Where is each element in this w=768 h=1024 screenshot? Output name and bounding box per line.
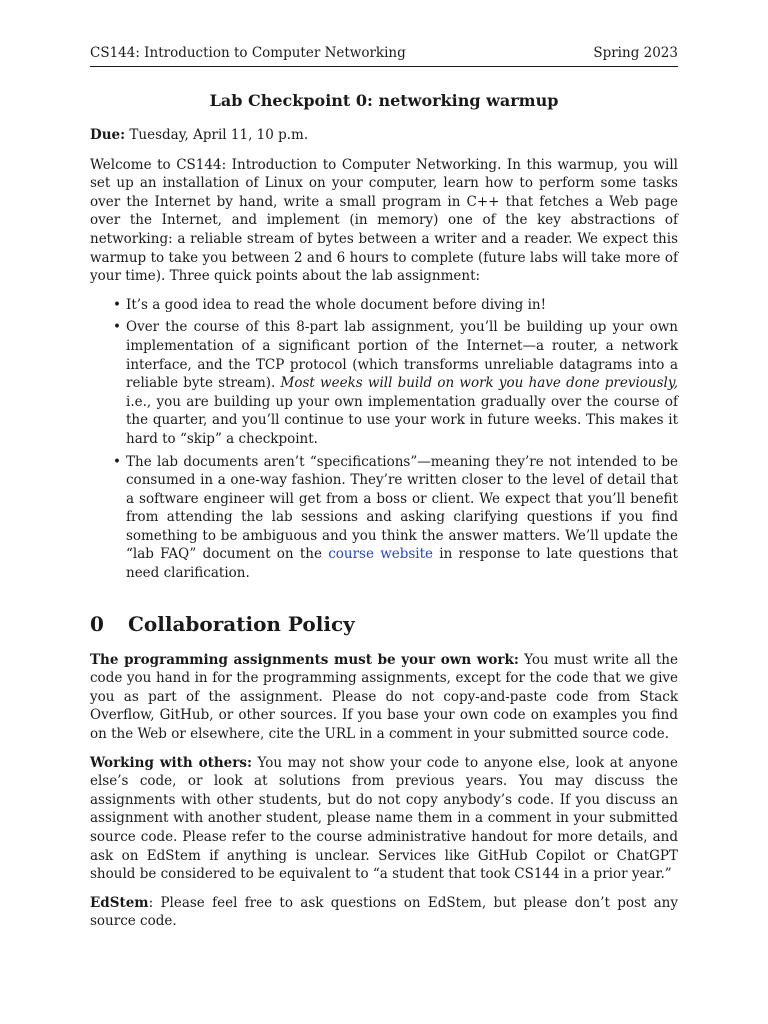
list-item <box>113 318 678 448</box>
policy-edstem <box>90 894 678 931</box>
bullet-2-text: Over the course of this 8-part lab assignment, you’ll be building up your own implementation of a significant portion of the Internet—a router, a network interface, and the TCP protocol (which transforms unreliable datagrams into a reliable byte stream). <box>126 319 678 392</box>
bullet-icon: • <box>113 453 121 470</box>
bullet-1-text: It’s a good idea to read the whole document before diving in! <box>126 296 547 313</box>
intro-paragraph: Welcome to CS144: Introduction to Computer Networking. In this warmup, you will set up an installation of Linux on your computer, learn how to perform some tasks over the Internet by hand, write a small program in C++ that fetches a Web page over the Internet, and implement (in memory) one of the key abstractions of networking: a reliable stream of bytes between a writer and a reader. We expect this warmup to take you between 2 and 6 hours to complete (future labs will take more of your time). Three quick points about the lab assignment: <box>90 156 678 285</box>
policy-working-with-others <box>90 754 678 884</box>
running-header <box>90 44 678 62</box>
due-label: Due: <box>90 127 126 143</box>
header-course: CS144: Introduction to Computer Networking <box>90 45 406 61</box>
bullet-3-text: The lab documents aren’t “specifications”—meaning they’re not intended to be consumed in a one-way fashion. They’re written closer to the level of detail that a software engineer will get from a boss or client. We expect that you’ll benefit from attending the lab sessions and asking clarifying questions if you find something to be ambiguous and you think the answer matters. We’ll update the “lab FAQ” document on the <box>126 453 678 563</box>
due-value: Tuesday, April 11, 10 p.m. <box>125 127 309 143</box>
policy-others-label: Working with others: <box>90 754 252 771</box>
section-title: Collaboration Policy <box>128 611 355 636</box>
bullet-icon: • <box>113 296 121 313</box>
bullet-2-text-end: i.e., you are building up your own implementation gradually over the course of the quarter, and you’ll continue to use your work in future weeks. This makes it hard to “skip” a checkpoint. <box>126 393 678 447</box>
points-list <box>90 296 678 583</box>
section-heading <box>90 611 678 637</box>
section-number: 0 <box>90 611 104 636</box>
bullet-icon: • <box>113 319 121 336</box>
document-title: Lab Checkpoint 0: networking warmup <box>209 91 559 110</box>
list-item <box>113 453 678 583</box>
policy-own-work-text: You must write all the code you hand in for the programming assignments, except for the code that we give you as part of the assignment. Please do not copy-and-paste code from Stack Overflow, GitHub, or other sources. If you base your own code on examples you find on the Web or elsewhere, cite the URL in a comment in your submitted source code. <box>90 651 678 743</box>
list-item <box>113 296 678 315</box>
header-rule <box>90 66 678 67</box>
policy-own-work <box>90 651 678 744</box>
policy-others-text: You may not show your code to anyone else, look at anyone else’s code, or look at solutions from previous years. You may discuss the assignments with other students, but do not copy anybody’s code. If you discuss an assignment with another student, please name them in a comment in your submitted source code. Please refer to the course administrative handout for more details, and ask on EdStem if anything is unclear. Services like GitHub Copilot or ChatGPT should be considered to be equivalent to “a student that took CS144 in a prior year.” <box>90 754 678 883</box>
due-line <box>90 126 678 145</box>
header-term: Spring 2023 <box>593 45 678 61</box>
bullet-2-emphasis: Most weeks will build on work you have done previously, <box>280 375 678 392</box>
policy-own-work-label: The programming assignments must be your own work: <box>90 651 519 668</box>
document-body <box>90 88 678 941</box>
course-website-link[interactable]: course website <box>328 546 434 563</box>
policy-edstem-text: : Please feel free to ask questions on EdStem, but please don’t post any source code. <box>90 894 678 930</box>
bullet-3-text-end: in response to late questions that need clarification. <box>126 546 678 582</box>
policy-edstem-label: EdStem <box>90 894 149 911</box>
